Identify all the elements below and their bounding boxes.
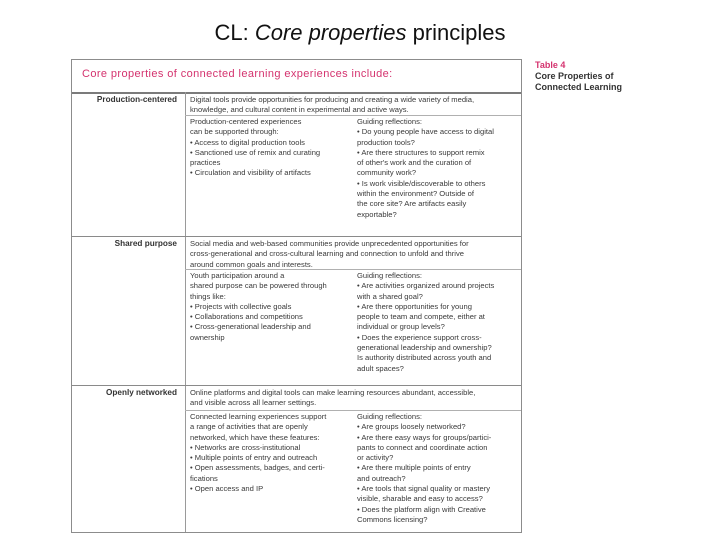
section-guiding-reflections: [357, 412, 491, 525]
section-support-list-line: networked, which have these features:: [190, 432, 320, 442]
table-caption-line-1: Core Properties of: [535, 71, 614, 81]
section-guiding-reflections-line: community work?: [357, 168, 417, 178]
table-caption-line-2: Connected Learning: [535, 82, 623, 92]
section-support-list-line: ownership: [190, 332, 225, 342]
section-guiding-reflections-line: production tools?: [357, 137, 415, 147]
section-support-list-line: • Open access and IP: [190, 484, 264, 494]
section-support-list: [190, 117, 320, 179]
section-support-list-line: • Collaborations and competitions: [190, 312, 303, 322]
section-summary-line: Social media and web-based communities provide unprecedented opportunities for: [190, 239, 469, 248]
section-guiding-reflections-line: pants to connect and coordinate action: [357, 442, 488, 452]
section-guiding-reflections-line: and outreach?: [357, 473, 406, 483]
section-summary-line: Online platforms and digital tools can make learning resources abundant, accessible,: [190, 388, 476, 397]
section-guiding-reflections-line: generational leadership and ownership?: [357, 343, 492, 353]
section-guiding-reflections: [357, 271, 494, 374]
section-guiding-reflections-line: • Does the experience support cross-: [357, 332, 482, 342]
section-guiding-reflections-line: Guiding reflections:: [357, 412, 423, 421]
section-summary: [190, 388, 475, 409]
table-document: [71, 59, 522, 533]
section-guiding-reflections-line: • Are groups loosely networked?: [357, 422, 466, 432]
section-divider: [72, 385, 521, 386]
section-guiding-reflections-line: Commons licensing?: [357, 514, 428, 524]
section-guiding-reflections-line: • Does the platform align with Creative: [357, 504, 486, 514]
title-suffix: principles: [412, 20, 506, 45]
section-guiding-reflections-line: the core site? Are artifacts easily: [357, 199, 467, 209]
slide-title: [0, 20, 720, 46]
section-support-list: [190, 412, 326, 494]
section-guiding-reflections-line: • Are there opportunities for young: [357, 301, 472, 311]
table-header: [72, 60, 521, 94]
column-divider: [185, 92, 186, 532]
title-prefix: CL:: [214, 20, 249, 45]
section-divider: [72, 236, 521, 237]
section-summary-line: around common goals and interests.: [190, 259, 313, 269]
section-support-list-line: • Open assessments, badges, and certi-: [190, 463, 325, 473]
section-summary-line: knowledge, and cultural content in experimental and active ways.: [190, 105, 409, 115]
section-guiding-reflections-line: • Are there multiple points of entry: [357, 463, 471, 473]
section-label: Openly networked: [106, 388, 177, 397]
section-guiding-reflections-line: Guiding reflections:: [357, 117, 423, 126]
section-support-list-line: can be supported through:: [190, 127, 279, 137]
section-guiding-reflections-line: people to team and compete, either at: [357, 312, 485, 322]
table-caption: [535, 60, 622, 93]
section-guiding-reflections-line: of other's work and the curation of: [357, 158, 472, 168]
section-support-list-line: • Sanctioned use of remix and curating: [190, 147, 321, 157]
section-support-list: [190, 271, 327, 343]
section-guiding-reflections-line: adult spaces?: [357, 363, 404, 373]
section-guiding-reflections-line: • Is work visible/discoverable to others: [357, 178, 486, 188]
subsection-divider: [185, 410, 521, 411]
section-label: Production-centered: [96, 95, 177, 104]
section-support-list-line: a range of activities that are openly: [190, 422, 308, 432]
section-summary-line: Digital tools provide opportunities for producing and creating a wide variety of media,: [190, 95, 475, 104]
section-guiding-reflections-line: • Are tools that signal quality or mastery: [357, 484, 491, 494]
section-support-list-line: things like:: [190, 291, 226, 301]
section-guiding-reflections-line: or activity?: [357, 453, 394, 463]
section-guiding-reflections-line: visible, sharable and easy to access?: [357, 494, 483, 504]
section-guiding-reflections-line: • Are activities organized around projects: [357, 281, 495, 291]
section-guiding-reflections-line: • Are there structures to support remix: [357, 147, 485, 157]
section-support-list-line: fications: [190, 473, 218, 483]
section-summary: [190, 239, 469, 270]
section-label: Shared purpose: [114, 239, 177, 248]
section-support-list-line: practices: [190, 158, 221, 168]
section-summary-line: and visible across all learner settings.: [190, 398, 317, 408]
section-support-list-line: • Access to digital production tools: [190, 137, 305, 147]
section-guiding-reflections-line: within the environment? Outside of: [357, 189, 474, 199]
section-summary-line: cross-generational and cross-cultural learning and connection to unfold and thrive: [190, 249, 464, 259]
section-guiding-reflections-line: Guiding reflections:: [357, 271, 423, 280]
section-summary: [190, 95, 474, 116]
section-guiding-reflections: [357, 117, 494, 220]
section-support-list-line: • Cross-generational leadership and: [190, 322, 311, 332]
section-support-list-line: Production-centered experiences: [190, 117, 302, 126]
section-guiding-reflections-line: individual or group levels?: [357, 322, 445, 332]
section-support-list-line: • Projects with collective goals: [190, 301, 292, 311]
section-support-list-line: Connected learning experiences support: [190, 412, 327, 421]
section-guiding-reflections-line: Is authority distributed across youth and: [357, 353, 492, 363]
section-guiding-reflections-line: • Do young people have access to digital: [357, 127, 494, 137]
section-support-list-line: • Multiple points of entry and outreach: [190, 453, 318, 463]
section-support-list-line: • Circulation and visibility of artifacts: [190, 168, 311, 178]
section-support-list-line: Youth participation around a: [190, 271, 285, 280]
section-support-list-line: shared purpose can be powered through: [190, 281, 327, 291]
section-guiding-reflections-line: with a shared goal?: [357, 291, 423, 301]
title-italic: Core properties: [254, 20, 407, 45]
section-guiding-reflections-line: • Are there easy ways for groups/partici-: [357, 432, 492, 442]
table-number: Table 4: [535, 60, 566, 70]
table-header-text: Core properties of connected learning experiences include:: [82, 68, 393, 80]
section-support-list-line: • Networks are cross-institutional: [190, 442, 301, 452]
section-guiding-reflections-line: exportable?: [357, 209, 397, 219]
